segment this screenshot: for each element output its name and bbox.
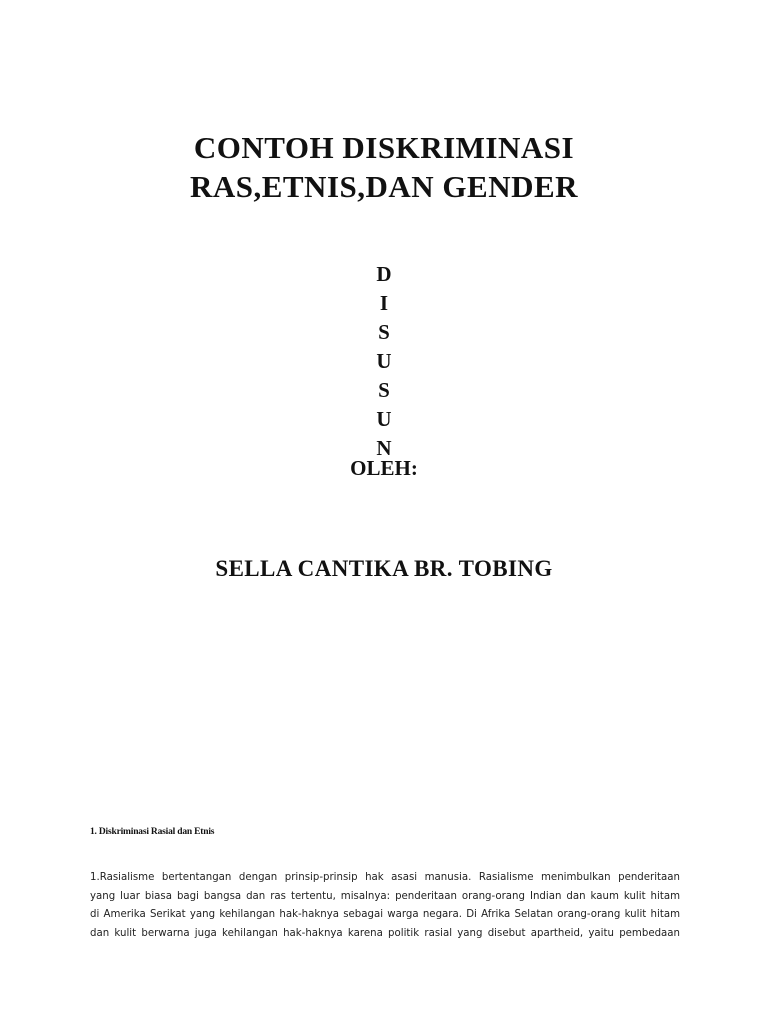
disusun-letter: S: [378, 320, 390, 344]
body-paragraph: [90, 869, 680, 943]
disusun-letter: U: [376, 407, 392, 431]
body-line: yang luar biasa bagi bangsa dan ras tertentu, misalnya: penderitaan orang-orang Indian dan kaum kulit hitam: [90, 890, 680, 902]
disusun-letter: U: [376, 349, 392, 373]
body-line: di Amerika Serikat yang kehilangan hak-haknya sebagai warga negara. Di Afrika Selatan orang-orang kulit hitam: [90, 909, 680, 920]
disusun-letter: I: [379, 291, 389, 315]
oleh-label: OLEH:: [350, 456, 418, 480]
disusun-letter: N: [376, 436, 392, 460]
body-line: dan kulit berwarna juga kehilangan hak-haknya karena politik rasial yang disebut apartheid, yaitu pembedaan: [90, 927, 680, 939]
disusun-letter: D: [376, 262, 392, 286]
disusun-letter: S: [378, 378, 390, 402]
title-line-2: RAS,ETNIS,DAN GENDER: [189, 169, 579, 204]
title-line-1: CONTOH DISKRIMINASI: [193, 130, 575, 165]
section-heading: 1. Diskriminasi Rasial dan Etnis: [90, 827, 215, 837]
disusun-vertical-text: [0, 260, 768, 463]
author-name: SELLA CANTIKA BR. TOBING: [215, 556, 553, 581]
body-line: 1.Rasialisme bertentangan dengan prinsip-prinsip hak asasi manusia. Rasialisme menimbulkan penderitaan: [90, 872, 680, 883]
